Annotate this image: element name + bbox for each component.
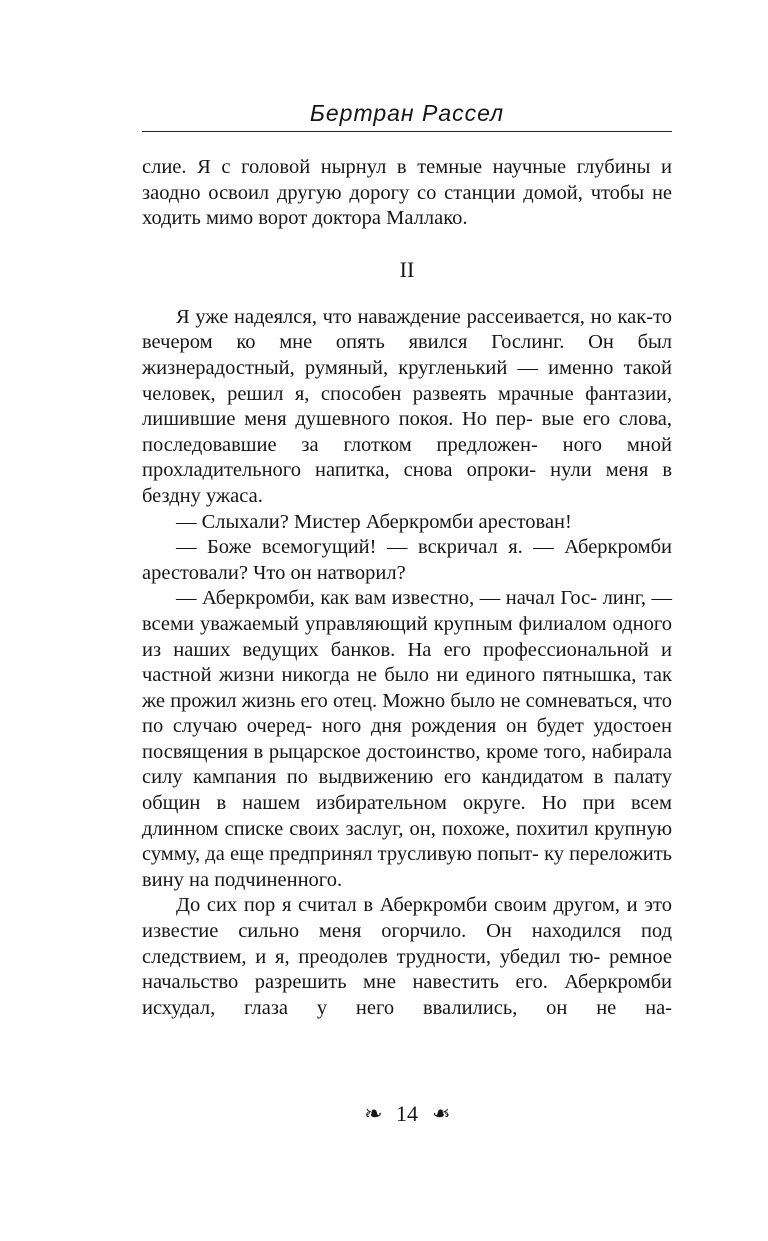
page-footer bbox=[142, 1098, 672, 1128]
fleuron-icon: ❧ bbox=[431, 1100, 450, 1126]
text-line: вые его слова, последовавшие за глотком предложен- bbox=[142, 408, 672, 456]
text-line: как-то вечером ко мне опять явился Гослинг. Он был bbox=[142, 305, 673, 354]
text-line: такой человек, решил я, способен развеять мрачные bbox=[142, 356, 673, 405]
text-line: Можно было не сомневаться, что по случаю очеред- bbox=[142, 689, 672, 738]
text-line: ремное начальство разрешить мне навестить его. bbox=[142, 945, 673, 994]
text-line: профессиональной и частной жизни никогда не было bbox=[142, 638, 673, 687]
text-line: жизнерадостный, румяный, кругленький — именно bbox=[142, 356, 614, 379]
text-line: арестовали? Что он натворил? bbox=[142, 561, 406, 584]
text-line: общин в нашем избирательном округе. Но при всем bbox=[142, 792, 672, 815]
page-number: 14 bbox=[396, 1100, 418, 1126]
running-header bbox=[142, 98, 672, 132]
text-line: в рыцарское достоинство, кроме того, набирала силу bbox=[142, 740, 673, 789]
text-line: — Слыхали? Мистер Аберкромби арестован! bbox=[176, 510, 572, 533]
fleuron-icon: ❧ bbox=[364, 1100, 383, 1126]
text-line: крупную сумму, да еще предпринял трусливую попыт- bbox=[142, 817, 673, 866]
dialogue-line bbox=[142, 510, 672, 536]
dialogue-line bbox=[142, 586, 672, 893]
text-line: под следствием, и я, преодолев трудности, убедил тю- bbox=[142, 920, 672, 968]
page-body bbox=[142, 155, 672, 1021]
paragraph-continuation bbox=[142, 155, 672, 232]
text-line: чтобы не ходить мимо ворот доктора Маллако. bbox=[142, 181, 673, 230]
text-line: фантазии, лишившие меня душевного покоя. Но пер- bbox=[142, 382, 673, 431]
text-line: и заодно освоил другую дорогу со станции домой, bbox=[142, 156, 672, 204]
text-line: филиалом одного из наших ведущих банков. На его bbox=[142, 612, 672, 661]
running-title: Бертран Рассел bbox=[309, 100, 505, 126]
text-line: ку переложить вину на подчиненного. bbox=[142, 843, 673, 891]
paragraph bbox=[142, 893, 672, 1021]
text-line: кампания по выдвижению его кандидатом в палату bbox=[193, 766, 672, 789]
text-line: — Боже всемогущий! — вскричал я. — Аберкромби bbox=[176, 536, 672, 559]
text-line: и это известие сильно меня огорчило. Он находился bbox=[142, 894, 672, 943]
text-line: длинном списке своих заслуг, он, похоже, похитил bbox=[142, 817, 589, 840]
header-rule bbox=[142, 131, 672, 132]
text-line: До сих пор я считал в Аберкромби своим другом, bbox=[176, 894, 620, 917]
section-heading: II bbox=[399, 256, 415, 282]
text-line: ного дня рождения он будет удостоен посвящения bbox=[142, 715, 672, 763]
paragraph bbox=[142, 305, 672, 510]
dialogue-line bbox=[142, 535, 672, 586]
text-line: — Аберкромби, как вам известно, — начал Гос- bbox=[176, 587, 598, 610]
text-line: ни единого пятнышка, так же прожил жизнь его отец. bbox=[142, 664, 672, 712]
text-line: нули меня в бездну ужаса. bbox=[142, 459, 673, 507]
text-line: ного мной прохладительного напитка, снова опроки- bbox=[142, 433, 672, 482]
text-line: линг, — всеми уважаемый управляющий крупным bbox=[142, 587, 672, 635]
text-line: Я уже надеялся, что наваждение рассеивается, но bbox=[176, 305, 612, 328]
text-line: слие. Я с головой нырнул в темные научные глубины bbox=[142, 156, 651, 178]
text-line: Аберкромби исхудал, глаза у него ввалились, он не на- bbox=[142, 971, 672, 1019]
